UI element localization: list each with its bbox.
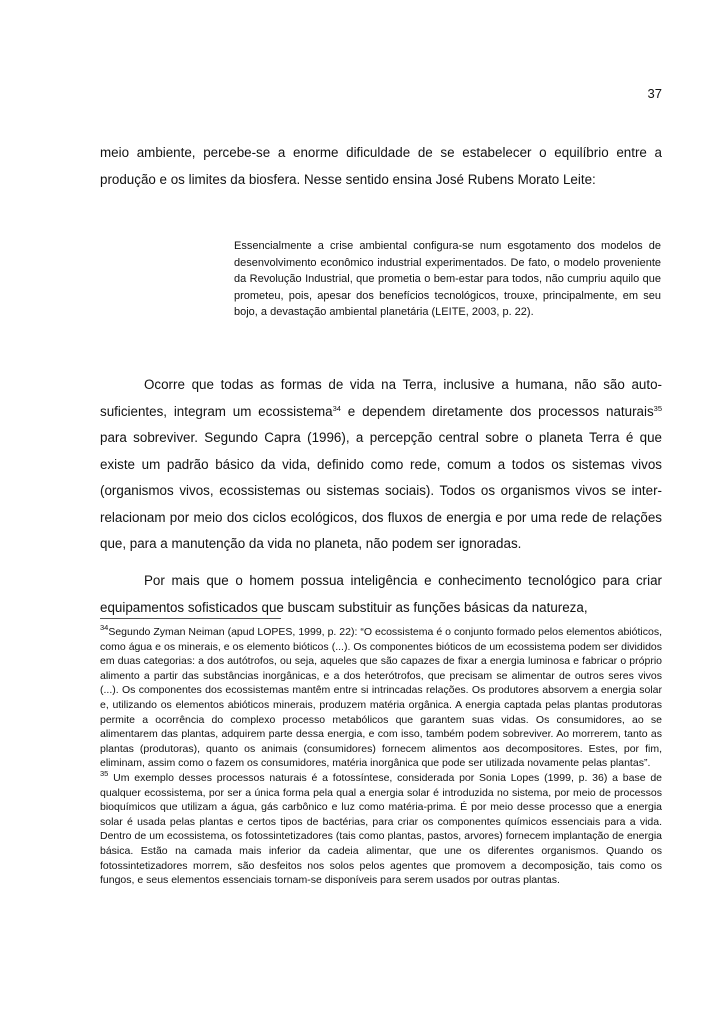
- paragraph-ecosystem-text-a: Ocorre que todas as formas de vida na Terra, inclusive a humana, não são auto-suficientes, integram um ecossistema: [100, 377, 662, 419]
- footnote-35: [100, 768, 662, 888]
- footnotes: [100, 625, 662, 888]
- paragraph-ecosystem-text-b: e dependem diretamente dos processos naturais: [340, 403, 654, 419]
- footnote-ref-35: 35: [653, 403, 662, 413]
- block-quote: Essencialmente a crise ambiental configura-se num esgotamento dos modelos de desenvolvimento econômico industrial experimentados. De fato, o modelo proveniente da Revolução Industrial, que prometia o bem-estar para todos, não cumpriu aquilo que prometeu, pois, apesar dos benefícios tecnológicos, trouxe, principalmente, em seu bojo, a devastação ambiental planetária (LEITE, 2003, p. 22).: [234, 240, 661, 319]
- footnote-text: Um exemplo desses processos naturais é a fotossíntese, considerada por Sonia Lopes (1999, p. 36) a base de qualquer ecossistema, por ser a única forma pela qual a energia solar é introduzida no sistema, por meio de processos bioquímicos que utilizam a água, gás carbônico e luz como matéria-prima. É por meio desse processo que a energia solar é usada pelas plantas e certos tipos de bactérias, para criar os componentes químicos essenciais para a vida. Dentro de um ecossistema, os fotossintetizadores (tais como plantas, pastos, arvores) fornecem implantação de energia básica. Estão na camada mais inferior da cadeia alimentar, que une os diferentes organismos. Quando os fotossintetizadores morrem, são desfeitos nos solos pelos agentes que promovem a decomposição, tais como os fungos, e seus elementos essenciais tornam-se disponíveis para serem usados por outras plantas.: [100, 771, 662, 887]
- footnote-number: 35: [100, 768, 109, 778]
- footnote-text: Segundo Zyman Neiman (apud LOPES, 1999, p. 22): “O ecossistema é o conjunto formado pelos elementos abióticos, como água e os minerais, e os elemento bióticos (...). Os componentes bióticos de um ecossistema podem ser divididos em duas categorias: a dos autótrofos, ou seja, aqueles que são capazes de fixar a energia luminosa e fabricar o próprio alimento a partir das substâncias inorgânicas, e a dos heterótrofos, que precisam se alimentar de outros seres vivos (...). Os componentes dos ecossistemas mantêm entre si intrincadas relações. Os produtores absorvem a energia solar e, utilizando os elementos abióticos minerais, produzem matéria orgânica. A energia captada pelas plantas produtoras permite a ocorrência do complexo processo metabólicos que garantem suas vidas. Os consumidores, ao se alimentarem das plantas, adquirem parte dessa energia, e com isso, também podem sobreviver. Ao morrerem, tanto as plantas (produtoras), quanto os animais (consumidores) fornecem alimentos aos decompositores. Estes, por fim, eliminam, assim como o fazem os consumidores, matéria inorgânica que pode ser utilizada novamente pelas plantas”.: [100, 626, 662, 770]
- paragraph-ecosystem: [100, 372, 662, 558]
- footnote-ref-34: 34: [332, 403, 341, 413]
- page-number: 37: [647, 86, 662, 101]
- footnote-number: 34: [100, 623, 109, 632]
- footnote-34: [100, 625, 662, 771]
- paragraph-ecosystem-text-c: para sobreviver. Segundo Capra (1996), a percepção central sobre o planeta Terra é que existe um padrão básico da vida, definido como rede, comum a todos os sistemas vivos (organismos vivos, ecossistemas ou sistemas sociais). Todos os organismos vivos se inter-relacionam por meio dos ciclos ecológicos, dos fluxos de energia e por uma rede de relações que, para a manutenção da vida no planeta, não podem ser ignoradas.: [100, 430, 662, 551]
- paragraph-technology: Por mais que o homem possua inteligência e conhecimento tecnológico para criar equipamentos sofisticados que buscam substituir as funções básicas da natureza,: [100, 573, 662, 615]
- paragraph-intro: meio ambiente, percebe-se a enorme dificuldade de se estabelecer o equilíbrio entre a produção e os limites da biosfera. Nesse sentido ensina José Rubens Morato Leite:: [100, 145, 662, 187]
- footnote-separator: [100, 618, 281, 619]
